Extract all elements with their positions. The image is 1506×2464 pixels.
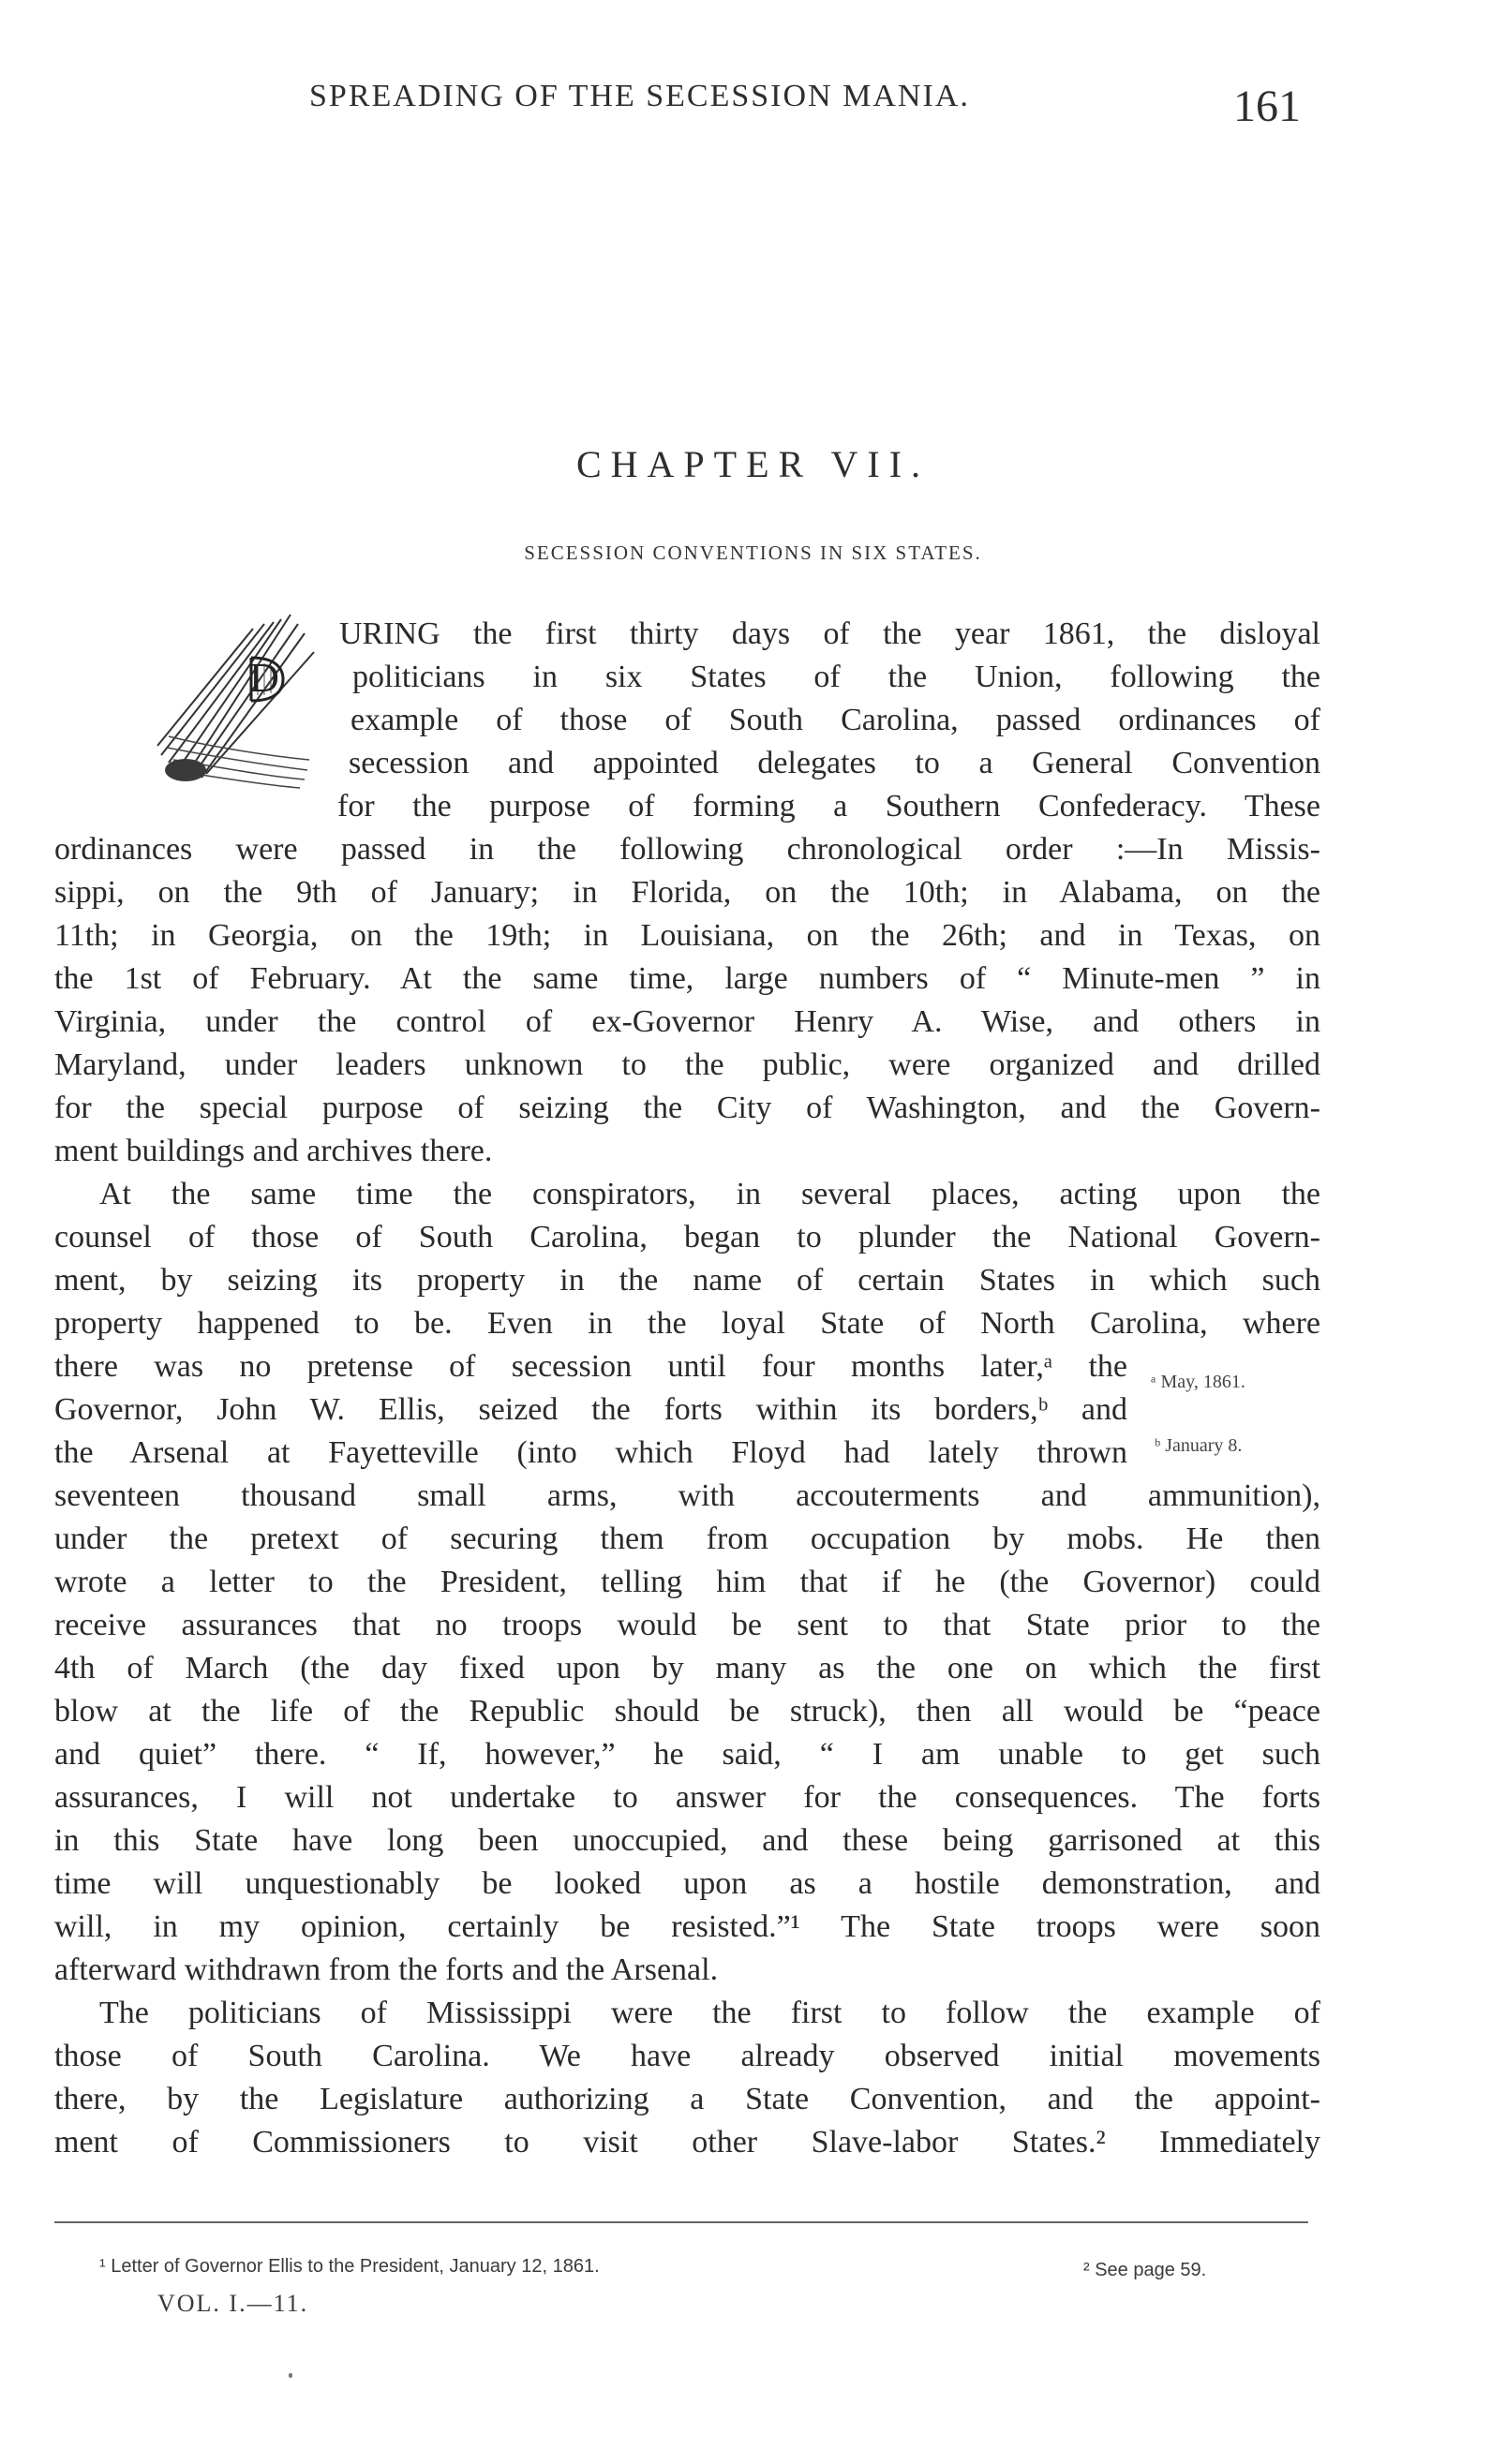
body-line: ment, by seizing its property in the name of certain States in which such — [54, 1263, 1320, 1298]
body-line: blow at the life of the Republic should be struck), then all would be “peace — [54, 1694, 1320, 1729]
margin-note-date: ᵇ January 8. — [1155, 1435, 1243, 1456]
body-line: afterward withdrawn from the forts and the Arsenal. — [54, 1952, 719, 1987]
body-line: sippi, on the 9th of January; in Florida, on the 10th; in Alabama, on the — [54, 875, 1320, 910]
body-line: ordinances were passed in the following chronological order :—In Missis- — [54, 832, 1320, 867]
footnote: ¹ Letter of Governor Ellis to the President, January 12, 1861. — [99, 2256, 600, 2277]
initial-letter: D — [249, 655, 279, 701]
body-line: At the same time the conspirators, in several places, acting upon the — [99, 1177, 1320, 1211]
body-line: example of those of South Carolina, passed ordinances of — [350, 703, 1320, 737]
body-line: counsel of those of South Carolina, began to plunder the National Govern- — [54, 1220, 1320, 1254]
body-line: there, by the Legislature authorizing a State Convention, and the appoint- — [54, 2082, 1320, 2116]
body-line: The politicians of Mississippi were the first to follow the example of — [99, 1996, 1320, 2030]
body-line: receive assurances that no troops would be sent to that State prior to the — [54, 1608, 1320, 1642]
body-line: for the special purpose of seizing the City of Washington, and the Govern- — [54, 1091, 1320, 1125]
body-line: will, in my opinion, certainly be resisted.”¹ The State troops were soon — [54, 1909, 1320, 1944]
chapter-subtitle: SECESSION CONVENTIONS IN SIX STATES. — [524, 542, 982, 564]
body-line: for the purpose of forming a Southern Confederacy. These — [337, 789, 1320, 824]
body-line: seventeen thousand small arms, with accouterments and ammunition), — [54, 1478, 1320, 1513]
body-line: those of South Carolina. We have already observed initial movements — [54, 2039, 1320, 2073]
body-line: in this State have long been unoccupied, and these being garrisoned at this — [54, 1823, 1320, 1858]
body-line: Maryland, under leaders unknown to the public, were organized and drilled — [54, 1047, 1320, 1082]
margin-note-date: ᵃ May, 1861. — [1151, 1372, 1245, 1392]
body-line: the 1st of February. At the same time, large numbers of “ Minute-men ” in — [54, 961, 1320, 996]
volume-signature: VOL. I.—11. — [157, 2290, 309, 2317]
body-line: there was no pretense of secession until four months later,ᵃ the — [54, 1349, 1127, 1384]
body-line: politicians in six States of the Union, following the — [352, 660, 1320, 694]
page-number: 161 — [1233, 82, 1301, 131]
running-head: SPREADING OF THE SECESSION MANIA. — [309, 79, 970, 113]
body-line: ment buildings and archives there. — [54, 1134, 493, 1168]
body-line: under the pretext of securing them from occupation by mobs. He then — [54, 1521, 1320, 1556]
body-line: Virginia, under the control of ex-Governor Henry A. Wise, and others in — [54, 1004, 1320, 1039]
body-line: assurances, I will not undertake to answer for the consequences. The forts — [54, 1780, 1320, 1815]
body-line: ment of Commissioners to visit other Slave-labor States.² Immediately — [54, 2125, 1320, 2160]
body-line: wrote a letter to the President, telling him that if he (the Governor) could — [54, 1565, 1320, 1599]
body-line: 11th; in Georgia, on the 19th; in Louisiana, on the 26th; and in Texas, on — [54, 918, 1320, 953]
body-line: property happened to be. Even in the loyal State of North Carolina, where — [54, 1306, 1320, 1341]
decorated-initial-d-icon — [150, 596, 328, 793]
body-line: and quiet” there. “ If, however,” he said, “ I am unable to get such — [54, 1737, 1320, 1772]
body-line: time will unquestionably be looked upon as a hostile demonstration, and — [54, 1866, 1320, 1901]
chapter-title: CHAPTER VII. — [575, 443, 931, 485]
body-line: 4th of March (the day fixed upon by many as the one on which the first — [54, 1651, 1320, 1685]
ink-speck — [289, 2373, 292, 2378]
footnote-divider — [54, 2221, 1308, 2223]
body-line: the Arsenal at Fayetteville (into which Floyd had lately thrown — [54, 1435, 1127, 1470]
body-line: secession and appointed delegates to a General Convention — [349, 746, 1320, 780]
footnote: ² See page 59. — [1083, 2260, 1207, 2280]
body-line: Governor, John W. Ellis, seized the forts within its borders,ᵇ and — [54, 1392, 1127, 1427]
body-line: URING the first thirty days of the year 1861, the disloyal — [339, 616, 1320, 651]
